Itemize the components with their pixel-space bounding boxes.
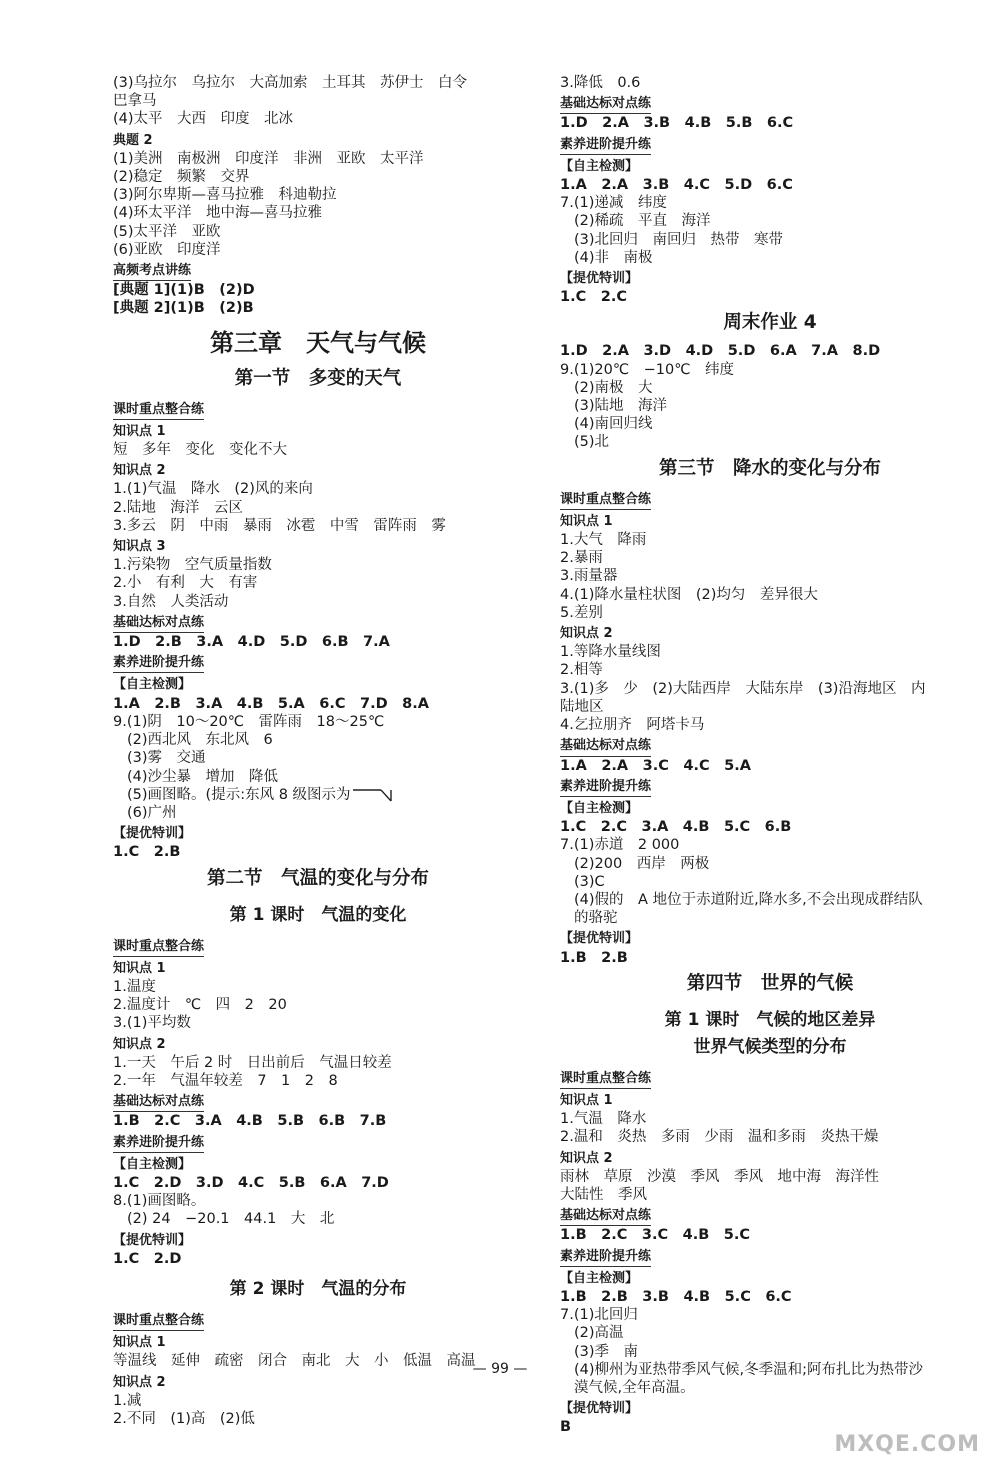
subsection-label: 知识点 1: [560, 1092, 613, 1108]
label-row: [560, 1089, 980, 1110]
text-line: 1.等降水量线图: [560, 644, 661, 661]
text-line: (5)太平洋 亚欧: [113, 223, 221, 240]
answer-line: 1.C 2.B: [113, 844, 181, 861]
label-row: [113, 822, 523, 843]
text-line: 2.温度计 ℃ 四 2 20: [113, 997, 287, 1014]
text-line: 4.(1)降水量柱状图 (2)均匀 差异很大: [560, 586, 818, 603]
answer-line: 1.B 2.B 3.B 4.B 5.C 6.C: [560, 1288, 792, 1305]
text-line: (4)假的 A 地位于赤道附近,降水多,不会出现成群结队: [574, 891, 923, 908]
label-row: [560, 797, 980, 818]
label-row: [113, 259, 523, 281]
text-line: 陆地区: [560, 698, 604, 715]
lesson-title: 第 2 课时 气温的分布: [229, 1278, 407, 1299]
text-line: 1.气温 降水: [560, 1111, 647, 1128]
text-line: 4.乞拉朋齐 阿塔卡马: [560, 717, 705, 734]
text-line: 7.(1)递减 纬度: [560, 195, 667, 212]
text-line: 2.暴雨: [560, 550, 603, 567]
exercise-label: 素养进阶提升练: [113, 654, 204, 673]
label-row: [113, 535, 523, 556]
label-row: [113, 673, 523, 694]
text-line: 1.温度: [113, 978, 156, 995]
label-row: [113, 1131, 523, 1153]
exercise-label: 素养进阶提升练: [113, 1134, 204, 1153]
text-line: (4)南回归线: [574, 416, 653, 433]
text-line: 7.(1)北回归: [560, 1307, 638, 1324]
answer-line: 1.C 2.D: [113, 1250, 182, 1267]
label-row: [113, 459, 523, 480]
text-line: 大陆性 季风: [560, 1186, 647, 1203]
text-line: (2)高温: [574, 1325, 624, 1342]
wind-symbol-icon: [351, 787, 393, 803]
lesson-title: 世界气候类型的分布: [693, 1036, 847, 1057]
subsection-label: 【提优特训】: [560, 271, 639, 287]
answer-line: 1.D 2.A 3.B 4.B 5.B 6.C: [560, 115, 794, 132]
label-row: [560, 927, 980, 948]
answer-line: 1.A 2.A 3.C 4.C 5.A: [560, 757, 751, 774]
text-line: 1.一天 午后 2 时 日出前后 气温日较差: [113, 1054, 392, 1071]
text-line: 3.(1)多 少 (2)大陆西岸 大陆东岸 (3)沿海地区 内: [560, 680, 926, 697]
text-line: (2) 24 −20.1 44.1 大 北: [127, 1211, 335, 1228]
exercise-label: 素养进阶提升练: [560, 1248, 651, 1267]
label-row: [560, 1245, 980, 1267]
answer-line: 1.C 2.C 3.A 4.B 5.C 6.B: [560, 819, 792, 836]
text-line: (3)C: [574, 873, 605, 890]
text-line: 的骆驼: [574, 910, 618, 927]
text-line: 2.温和 炎热 多雨 少雨 温和多雨 炎热干燥: [560, 1129, 879, 1146]
label-row: [560, 133, 980, 155]
text-line: 2.小 有利 大 有害: [113, 575, 258, 592]
subsection-label: 【自主检测】: [560, 158, 639, 174]
label-row: [113, 1033, 523, 1054]
text-line: 3.自然 人类活动: [113, 593, 229, 610]
text-line: (3)乌拉尔 乌拉尔 大高加索 土耳其 苏伊士 白令: [113, 75, 468, 91]
text-line: (2)200 西岸 两极: [574, 855, 710, 872]
answer-line: 1.B 2.C 3.C 4.B 5.C: [560, 1227, 751, 1244]
text-line: 雨林 草原 沙漠 季风 季风 地中海 海洋性: [560, 1168, 879, 1185]
section-title: 第一节 多变的天气: [234, 367, 402, 389]
label-row: [560, 1147, 980, 1168]
subsection-label: 典题 2: [113, 132, 153, 148]
label-row: [560, 1204, 980, 1226]
text-line: 3.(1)平均数: [113, 1015, 191, 1032]
answer-line: 1.C 2.C: [560, 289, 627, 306]
subsection-label: 知识点 2: [113, 1374, 166, 1390]
text-line: (5)北: [574, 434, 610, 451]
exercise-label: 课时重点整合练: [560, 491, 651, 510]
text-line: 8.(1)画图略。: [113, 1193, 206, 1210]
exercise-label: 基础达标对点练: [113, 614, 204, 633]
subsection-label: 【提优特训】: [113, 1232, 192, 1248]
text-line: (2)稳定 频繁 交界: [113, 169, 250, 186]
answer-line: 1.A 2.A 3.B 4.C 5.D 6.C: [560, 177, 793, 194]
label-row: [560, 155, 980, 176]
text-line: 2.一年 气温年较差 7 1 2 8: [113, 1072, 338, 1089]
label-row: [113, 1331, 523, 1352]
exercise-label: 课时重点整合练: [113, 401, 204, 420]
label-row: [560, 1267, 980, 1288]
answer-line: [典题 1](1)B (2)D: [113, 282, 255, 299]
text-line: 9.(1)20℃ −10℃ 纬度: [560, 361, 734, 378]
exercise-label: 高频考点讲练: [113, 262, 191, 281]
label-row: [560, 510, 980, 531]
text-line: (4)太平 大西 印度 北冰: [113, 111, 294, 128]
text-line: (4)环太平洋 地中海—喜马拉雅: [113, 205, 323, 222]
subsection-label: 知识点 2: [113, 1036, 166, 1052]
answer-line: 1.B 2.C 3.A 4.B 5.B 6.B 7.B: [113, 1113, 387, 1130]
watermark: MXQE.COM: [834, 1432, 980, 1457]
subsection-label: 知识点 1: [560, 513, 613, 529]
label-row: [560, 622, 980, 643]
subsection-label: 知识点 1: [113, 1335, 166, 1351]
exercise-label: 基础达标对点练: [560, 1207, 651, 1226]
label-row: [113, 935, 523, 957]
subsection-label: 【提优特训】: [113, 826, 192, 842]
label-row: [113, 1229, 523, 1250]
exercise-label: 基础达标对点练: [560, 737, 651, 756]
answer-line: 1.D 2.A 3.D 4.D 5.D 6.A 7.A 8.D: [560, 343, 881, 360]
text-line: 7.(1)赤道 2 000: [560, 837, 680, 854]
exercise-label: 课时重点整合练: [560, 1070, 651, 1089]
label-row: [113, 1309, 523, 1331]
subsection-label: 【提优特训】: [560, 931, 639, 947]
right-column: [560, 74, 980, 1437]
text-line: 短 多年 变化 变化不大: [113, 442, 287, 459]
subsection-label: 【提优特训】: [560, 1401, 639, 1417]
text-line: 3.多云 阴 中雨 暴雨 冰雹 中雪 雷阵雨 雾: [113, 517, 446, 534]
label-row: [113, 1090, 523, 1112]
text-line: 巴拿马: [113, 93, 157, 110]
text-line: 9.(1)阴 10～20℃ 雷阵雨 18～25℃: [113, 713, 385, 730]
answer-line: B: [560, 1419, 572, 1436]
label-row: [113, 420, 523, 441]
label-row: [560, 734, 980, 756]
answer-line: 1.D 2.B 3.A 4.D 5.D 6.B 7.A: [113, 634, 390, 651]
text-line: 漠气候,全年高温。: [574, 1379, 695, 1396]
subsection-label: 知识点 1: [113, 423, 166, 439]
text-line: 等温线 延伸 疏密 闭合 南北 大 小 低温 高温: [113, 1353, 476, 1370]
label-row: [113, 611, 523, 633]
text-line: 1.(1)气温 降水 (2)风的来向: [113, 481, 313, 498]
label-row: [113, 129, 523, 150]
text-line: (4)沙尘暴 增加 降低: [127, 768, 279, 785]
section-title: 第四节 世界的气候: [686, 972, 854, 994]
text-line: (2)南极 大: [574, 379, 653, 396]
section-title: 第二节 气温的变化与分布: [206, 867, 429, 889]
label-row: [560, 1397, 980, 1418]
subsection-label: 知识点 2: [560, 626, 613, 642]
section-title: 周末作业 4: [723, 312, 817, 334]
text-line: (6)广州: [127, 804, 177, 821]
text-line: (4)非 南极: [574, 249, 653, 266]
exercise-label: 基础达标对点练: [113, 1093, 204, 1112]
text-line: (5)画图略。(提示:东风 8 级图示为: [113, 786, 523, 804]
lesson-title: 第 1 课时 气温的变化: [229, 904, 407, 925]
exercise-label: 素养进阶提升练: [560, 136, 651, 155]
exercise-label: 课时重点整合练: [113, 938, 204, 957]
subsection-label: 【自主检测】: [560, 1270, 639, 1286]
text-line: (4)柳州为亚热带季风气候,冬季温和;阿布扎比为热带沙: [574, 1361, 924, 1378]
label-row: [560, 775, 980, 797]
label-row: [560, 92, 980, 114]
page-number: — 99 —: [472, 1361, 528, 1377]
text-line: 1.减: [113, 1392, 142, 1409]
text-line: 3.雨量器: [560, 568, 618, 585]
exercise-label: 素养进阶提升练: [560, 778, 651, 797]
subsection-label: 知识点 3: [113, 539, 166, 555]
text-line: 1.大气 降雨: [560, 532, 647, 549]
text-line: (2)西北风 东北风 6: [127, 732, 273, 749]
answer-line: 1.A 2.B 3.A 4.B 5.A 6.C 7.D 8.A: [113, 695, 429, 712]
exercise-label: 基础达标对点练: [560, 95, 651, 114]
lesson-title: 第 1 课时 气候的地区差异: [664, 1009, 876, 1030]
text-line: 5.差别: [560, 604, 603, 621]
label-row: [113, 1153, 523, 1174]
text-line: 2.相等: [560, 662, 603, 679]
answer-line: 1.C 2.D 3.D 4.C 5.B 6.A 7.D: [113, 1174, 389, 1191]
text-line: (2)稀疏 平直 海洋: [574, 213, 711, 230]
subsection-label: 知识点 1: [113, 960, 166, 976]
text-line: (3)北回归 南回归 热带 寒带: [574, 231, 784, 248]
text-line: 2.不同 (1)高 (2)低: [113, 1410, 255, 1427]
label-row: [560, 488, 980, 510]
text-line: (1)美洲 南极洲 印度洋 非洲 亚欧 太平洋: [113, 150, 424, 167]
subsection-label: 【自主检测】: [560, 800, 639, 816]
section-title: 第三节 降水的变化与分布: [658, 457, 881, 479]
subsection-label: 【自主检测】: [113, 1156, 192, 1172]
text-line: (3)季 南: [574, 1343, 639, 1360]
subsection-label: 知识点 2: [560, 1150, 613, 1166]
text-line: (3)陆地 海洋: [574, 398, 668, 415]
answer-line: [典题 2](1)B (2)B: [113, 300, 254, 317]
text-line: (3)雾 交通: [127, 750, 206, 767]
label-row: [113, 398, 523, 420]
label-row: [560, 267, 980, 288]
text-line: 3.降低 0.6: [560, 75, 641, 91]
subsection-label: 知识点 2: [113, 463, 166, 479]
label-row: [113, 957, 523, 978]
text-line: (6)亚欧 印度洋: [113, 241, 221, 258]
exercise-label: 课时重点整合练: [113, 1312, 204, 1331]
answer-line: 1.B 2.B: [560, 949, 628, 966]
label-row: [560, 1067, 980, 1089]
text-line: 1.污染物 空气质量指数: [113, 557, 272, 574]
left-column: [113, 74, 523, 1428]
subsection-label: 【自主检测】: [113, 677, 192, 693]
label-row: [113, 651, 523, 673]
text-line: 2.陆地 海洋 云区: [113, 499, 243, 516]
text-line: (3)阿尔卑斯—喜马拉雅 科迪勒拉: [113, 187, 337, 204]
chapter-title: 第三章 天气与气候: [210, 328, 426, 357]
